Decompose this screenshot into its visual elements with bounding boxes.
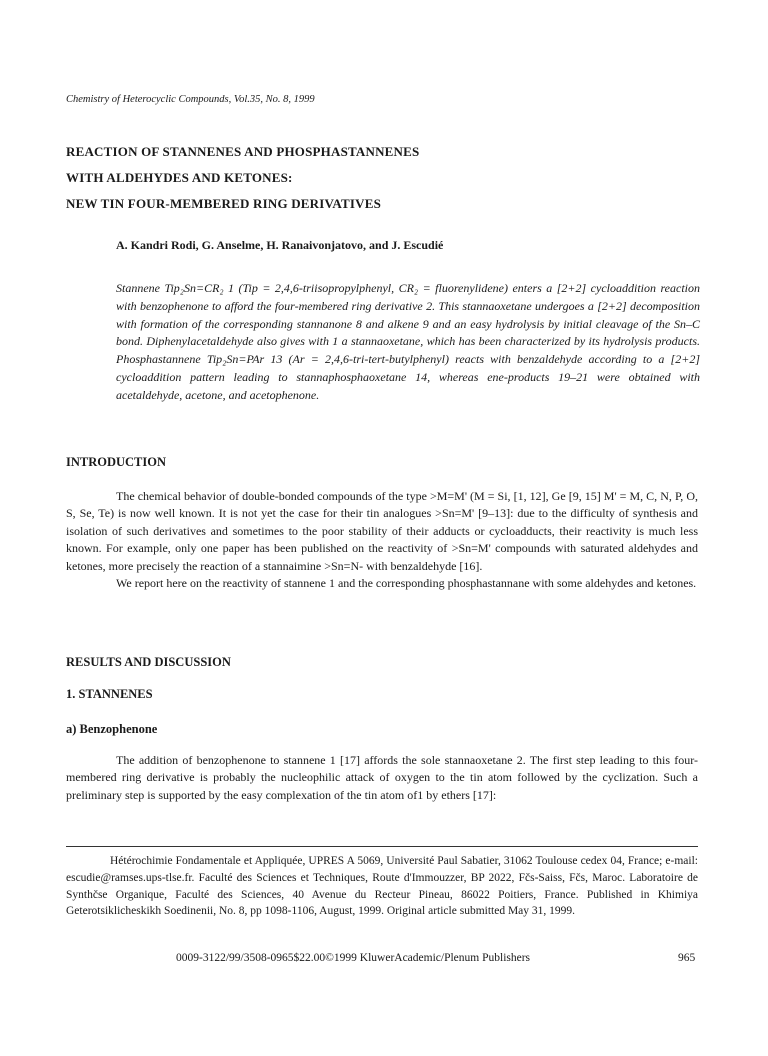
abstract: Stannene Tip₂Sn=CR₂ 1 (Tip = 2,4,6-triisopropylphenyl, CR₂ = fluorenylidene) enters a [2+2] cycloaddition reaction with benzophenone to afford the four-membered ring derivative 2. This stannaoxetane undergoes a [2+2] decomposition with formation of the corresponding stannanone 8 and alkene 9 and an easy hydrolysis by initial cleavage of the Sn–C bond. Diphenylacetaldehyde also gives with 1 a stannaoxetane, which has been characterized by its hydrolysis products. Phosphastannene Tip₂Sn=PAr 13 (Ar = 2,4,6-tri-tert-butylphenyl) reacts with benzaldehyde according to a [2+2] cycloaddition pattern leading to stannaphosphaoxetane 14, whereas ene-products 19–21 were obtained with acetaldehyde, acetone, and acetophenone. bbox=[116, 281, 700, 402]
paragraph: The chemical behavior of double-bonded compounds of the type >M=M' (M = Si, [1, 12], Ge [9, 15] M' = M, C, N, P, O, S, Se, Te) is now well known. It is not yet the case for their tin analogues >Sn=M' [9–13]: due to the difficulty of synthesis and isolation of such derivatives and sometimes to the poor stability of their adducts or cycloadducts, their reactivity is much less known. For example, only one paper has been published on the reactivity of >Sn=M' compounds with saturated aldehydes and ketones, more precisely the reaction of a stannaimine >Sn=N- with benzaldehyde [16]. bbox=[66, 489, 698, 573]
journal-citation: Chemistry of Heterocyclic Compounds, Vol.35, No. 8, 1999 bbox=[66, 94, 315, 105]
benzophenone-body bbox=[66, 752, 698, 804]
subsubsection-heading-benzophenone: a) Benzophenone bbox=[66, 722, 158, 736]
paragraph: The addition of benzophenone to stannene 1 [17] affords the sole stannaoxetane 2. The first step leading to this four-membered ring derivative is probably the nucleophilic attack of oxygen to the tin atom followed by the cyclization. Such a preliminary step is supported by the easy complexation of the tin atom of1 by ethers [17]: bbox=[66, 753, 698, 802]
author-list: A. Kandri Rodi, G. Anselme, H. Ranaivonjatovo, and J. Escudié bbox=[116, 238, 444, 252]
page-number: 965 bbox=[678, 952, 696, 964]
subsection-heading-stannenes: 1. STANNENES bbox=[66, 687, 153, 701]
section-heading-introduction: INTRODUCTION bbox=[66, 455, 167, 469]
title-line: NEW TIN FOUR-MEMBERED RING DERIVATIVES bbox=[66, 196, 382, 211]
title-line: REACTION OF STANNENES AND PHOSPHASTANNENES bbox=[66, 144, 420, 159]
article-title bbox=[66, 139, 706, 217]
paragraph: We report here on the reactivity of stannene 1 and the corresponding phosphastannane with some aldehydes and ketones. bbox=[116, 576, 697, 591]
footnote-divider bbox=[66, 846, 698, 847]
section-heading-results: RESULTS AND DISCUSSION bbox=[66, 655, 231, 669]
footnote-text: Hétérochimie Fondamentale et Appliquée, UPRES A 5069, Université Paul Sabatier, 31062 Toulouse cedex 04, France; e-mail: escudie@ramses.ups-tlse.fr. Faculté des Sciences et Techniques, Route d'Immouzzer, BP 2022, Fčs-Saiss, Fčs, Maroc. Laboratoire de Synthčse Organique, Faculté des Sciences, 40 Avenue du Recteur Pineau, 86022 Poitiers, France. Published in Khimiya Geterotsiklicheskikh Soedinenii, No. 8, pp 1098-1106, August, 1999. Original article submitted May 31, 1999. bbox=[66, 855, 698, 918]
publisher-reference: 0009-3122/99/3508-0965$22.00©1999 KluwerAcademic/Plenum Publishers bbox=[176, 952, 531, 964]
introduction-body bbox=[66, 488, 698, 592]
title-line: WITH ALDEHYDES AND KETONES: bbox=[66, 170, 293, 185]
affiliation-footnote bbox=[66, 853, 698, 920]
